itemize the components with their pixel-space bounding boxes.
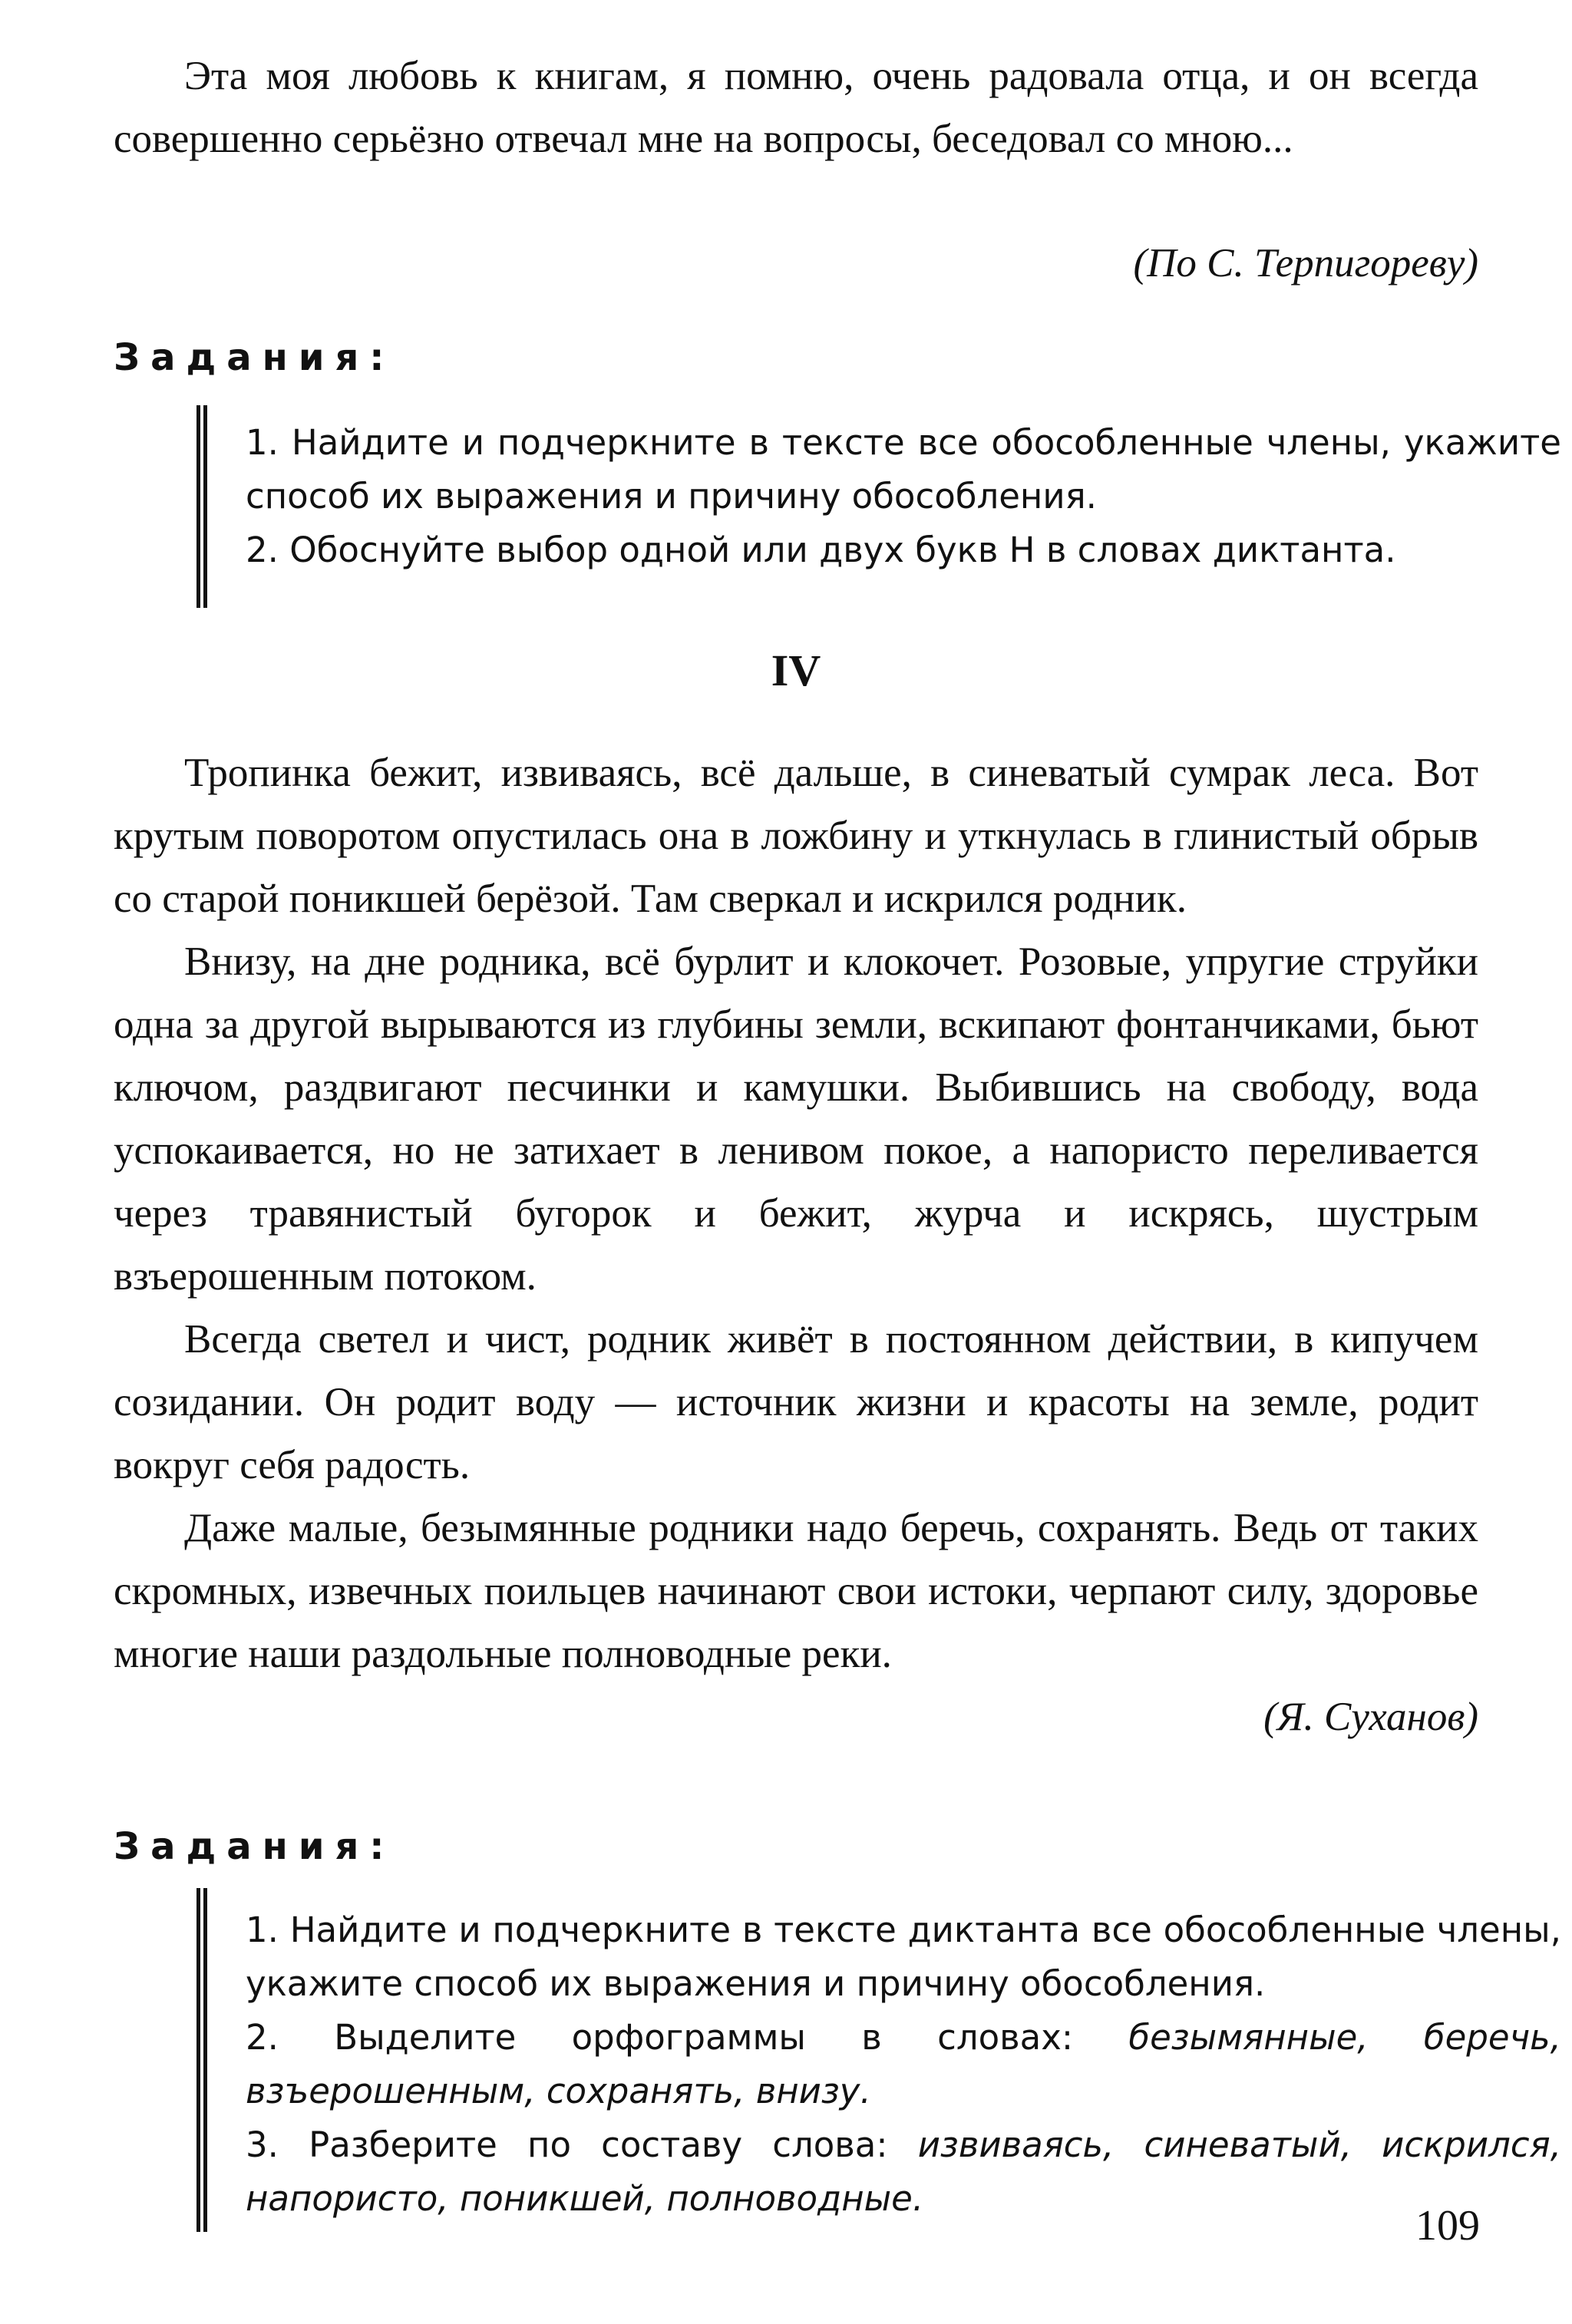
task-item-words: безымянные, беречь, взъерошенным, сохранять, внизу. (246, 2017, 1561, 2111)
page-number: 109 (1415, 2202, 1480, 2250)
section-paragraph: Внизу, на дне родника, всё бурлит и клокочет. Розовые, упругие струйки одна за другой вырываются из глубины земли, вскипают фонтанчиками, бьют ключом, раздвигают песчинки и камушки. Выбившись на свободу, вода успокаивается, но не затихает в ленивом покое, а напористо переливается через травянистый бугорок и бежит, журча и искрясь, шустрым взъерошенным потоком. (114, 939, 1478, 1299)
section-source: (Я. Суханов) (1263, 1695, 1478, 1739)
section-paragraph: Даже малые, безымянные родники надо беречь, сохранять. Ведь от таких скромных, извечных поильцев начинают свои истоки, черпают силу, здоровье многие наши раздольные полноводные реки. (114, 1506, 1478, 1676)
section-text (114, 741, 1478, 1748)
tasks-heading-1: Задания: (114, 336, 395, 379)
tasks-list-1 (196, 405, 1561, 608)
task-item-lead: 3. Разберите по составу слова: (246, 2124, 918, 2165)
section-paragraph: Тропинка бежит, извиваясь, всё дальше, в синеватый сумрак леса. Вот крутым поворотом опустилась она в ложбину и уткнулась в глинистый обрыв со старой поникшей берёзой. Там сверкал и искрился родник. (114, 751, 1478, 921)
task-item-lead: 2. Выделите орфограммы в словах: (246, 2017, 1129, 2058)
top-fragment-source: (По С. Терпигореву) (1133, 241, 1478, 286)
tasks-list-2 (196, 1888, 1561, 2232)
task-item: 2. Обоснуйте выбор одной или двух букв Н в словах диктанта. (246, 530, 1396, 570)
task-item (246, 2011, 1561, 2118)
task-item: 1. Найдите и подчеркните в тексте все обособленные члены, укажите способ их выражения и причину обособления. (246, 422, 1561, 517)
tasks-heading-2: Задания: (114, 1825, 395, 1868)
task-item-words: извиваясь, синеватый, искрился, напористо, поникшей, полноводные. (246, 2124, 1562, 2219)
top-fragment-paragraph: Эта моя любовь к книгам, я помню, очень радовала отца, и он всегда совершенно серьёзно отвечал мне на вопросы, беседовал со мною... (114, 54, 1478, 161)
task-item: 1. Найдите и подчеркните в тексте диктанта все обособленные члены, укажите способ их выражения и причину обособления. (246, 1910, 1561, 2004)
section-heading: IV (771, 645, 821, 695)
task-item (246, 2118, 1561, 2226)
book-page (114, 31, 1562, 2293)
section-paragraph: Всегда светел и чист, родник живёт в постоянном действии, в кипучем созидании. Он родит воду — источник жизни и красоты на земле, родит вокруг себя радость. (114, 1317, 1478, 1487)
